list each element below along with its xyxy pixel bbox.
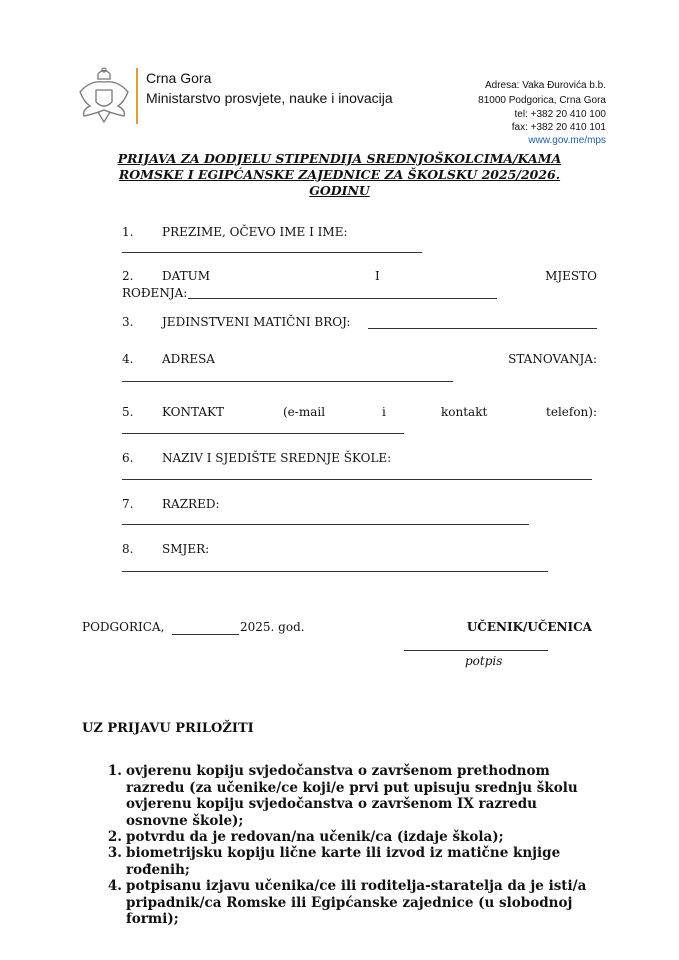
item-text: potvrdu da je redovan/na učenik/ca (izdaje škola); <box>126 829 504 845</box>
birth-label-word: I <box>375 269 380 283</box>
address-label-word: STANOVANJA: <box>508 352 597 366</box>
attachments-heading: UZ PRIJAVU PRILOŽITI <box>82 721 254 736</box>
student-label: UČENIK/UČENICA <box>466 620 592 634</box>
birth-label-word: ROĐENJA: <box>122 286 188 300</box>
title-line-2: ROMSKE I EGIPĆANSKE ZAJEDNICE ZA ŠKOLSKU 2025/2026. <box>118 167 561 182</box>
website-link[interactable]: www.gov.me/mps <box>528 135 606 146</box>
field-number: 5. <box>122 405 134 419</box>
attachment-item <box>100 845 600 878</box>
place-label: PODGORICA, <box>82 620 165 634</box>
school-label: NAZIV I SJEDIŠTE SREDNJE ŠKOLE: <box>162 451 392 465</box>
field-number: 7. <box>122 497 134 511</box>
contact-label-word: KONTAKT <box>162 405 224 419</box>
item-text: ovjerenu kopiju svjedočanstva o završenom prethodnom razredu (za učenike/ce koji/e prvi put upisuju srednju školu ovjerenu kopiju svjedočanstva o završenom IX razredu osnovne škole); <box>126 763 578 829</box>
course-input-line[interactable] <box>122 571 548 572</box>
contact-label-word: i <box>382 405 386 419</box>
address-label-word: ADRESA <box>162 352 215 366</box>
ministry-name: Ministarstvo prosvjete, nauke i inovacija <box>146 90 393 106</box>
item-number: 3. <box>107 845 122 861</box>
attachment-item <box>100 829 600 846</box>
item-text: potpisanu izjavu učenika/ce ili roditelja-staratelja da je isti/a pripadnik/ca Romske ili Egipćanske zajednice (u slobodnoj formi); <box>126 878 587 927</box>
year-label: 2025. god. <box>240 620 305 634</box>
signature-caption: potpis <box>465 654 503 668</box>
item-text: biometrijsku kopiju lične karte ili izvod iz matične knjige rođenih; <box>126 845 561 878</box>
birth-input-line[interactable] <box>188 298 497 299</box>
course-label: SMJER: <box>162 542 210 556</box>
address: Adresa: Vaka Đurovića b.b. <box>485 80 606 91</box>
field-number: 8. <box>122 542 134 556</box>
fax: fax: +382 20 410 101 <box>511 122 606 133</box>
item-number: 1. <box>107 763 122 779</box>
item-number: 2. <box>107 829 122 845</box>
item-number: 4. <box>107 878 122 894</box>
title-line-1: PRIJAVA ZA DODJELU STIPENDIJA SREDNJOŠKOLCIMA/KAMA <box>117 151 562 166</box>
coat-of-arms-icon <box>78 66 130 126</box>
contact-input-line[interactable] <box>122 433 404 434</box>
surname-input-line[interactable] <box>122 252 422 253</box>
school-input-line[interactable] <box>122 479 592 480</box>
jmbg-label: JEDINSTVENI MATIČNI BROJ: <box>162 315 351 329</box>
field-number: 3. <box>122 315 134 329</box>
attachment-item <box>100 763 600 829</box>
grade-input-line[interactable] <box>122 524 529 525</box>
country-name: Crna Gora <box>146 70 212 86</box>
birth-label-word: MJESTO <box>545 269 597 283</box>
contact-label-word: telefon): <box>546 405 597 419</box>
field-number: 1. <box>122 225 134 239</box>
contact-label-word: (e-mail <box>283 405 326 419</box>
date-input-line[interactable] <box>172 634 239 635</box>
field-number: 6. <box>122 451 134 465</box>
header-divider <box>136 68 138 124</box>
grade-label: RAZRED: <box>162 497 220 511</box>
surname-label: PREZIME, OČEVO IME I IME: <box>162 225 348 239</box>
title-line-3: GODINU <box>309 183 370 198</box>
field-number: 2. <box>122 269 134 283</box>
jmbg-input-line[interactable] <box>368 328 597 329</box>
signature-line[interactable] <box>404 650 548 651</box>
address-input-line[interactable] <box>122 381 453 382</box>
phone: tel: +382 20 410 100 <box>514 109 606 120</box>
city: 81000 Podgorica, Crna Gora <box>478 95 606 106</box>
field-number: 4. <box>122 352 134 366</box>
birth-label-word: DATUM <box>162 269 211 283</box>
attachment-item <box>100 878 600 928</box>
contact-label-word: kontakt <box>441 405 488 419</box>
